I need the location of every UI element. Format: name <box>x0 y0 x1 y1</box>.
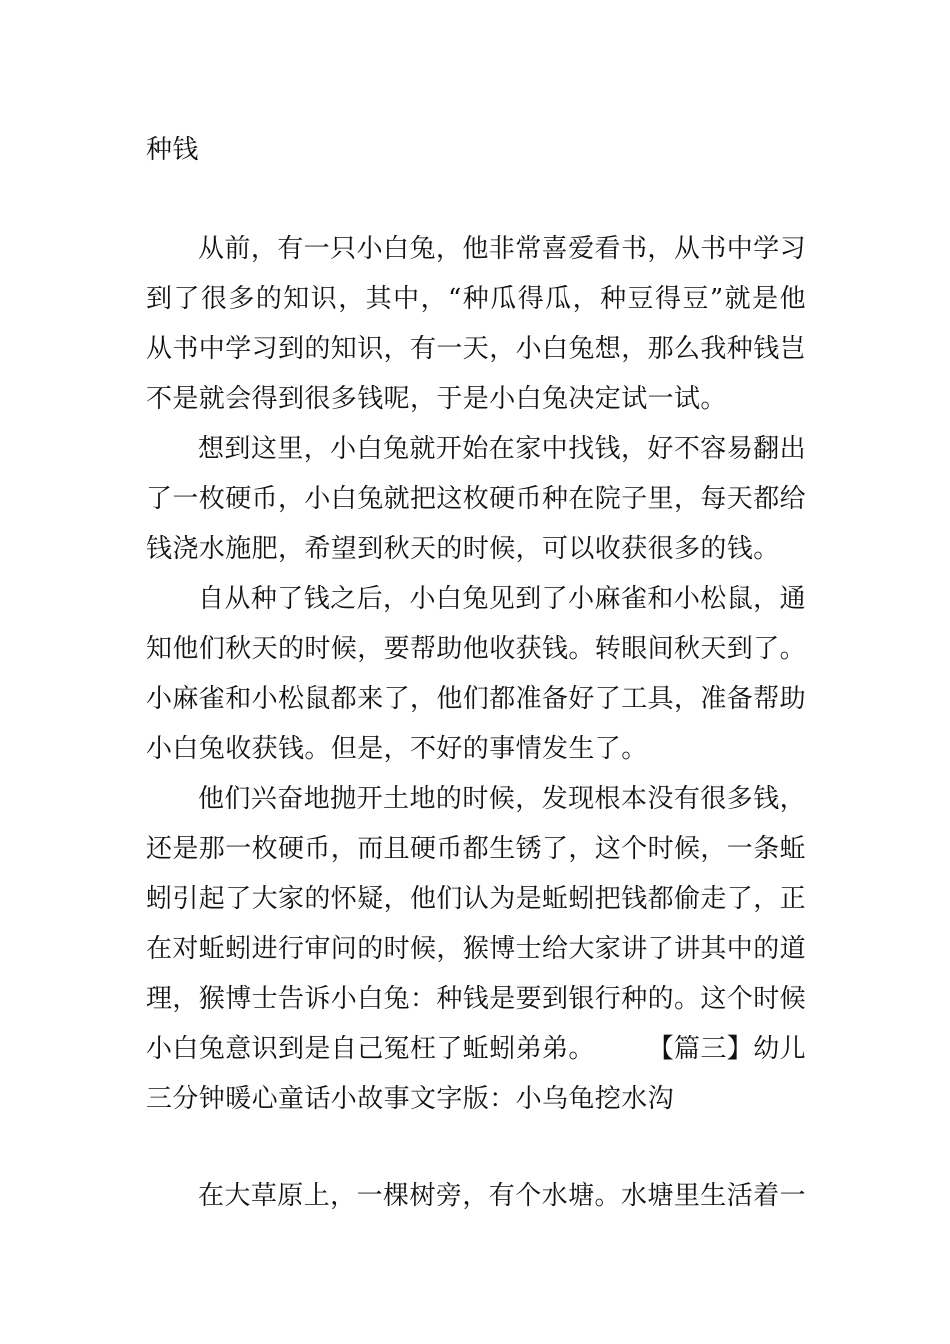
paragraph-3-line-4: 小白兔收获钱。但是，不好的事情发生了。 <box>146 734 648 764</box>
paragraph-1-line-2: 到了很多的知识，其中，“种瓜得瓜，种豆得豆”就是他 <box>146 284 806 314</box>
section-heading-part-2: 三分钟暖心童话小故事文字版：小乌龟挖水沟 <box>146 1084 675 1114</box>
next-paragraph-line-1: 在大草原上，一棵树旁，有个水塘。水塘里生活着一 <box>198 1181 806 1211</box>
story-title: 种钱 <box>146 135 199 165</box>
section-heading-part-1: 【篇三】幼儿 <box>647 1034 806 1064</box>
paragraph-4-line-4: 在对蚯蚓进行审问的时候，猴博士给大家讲了讲其中的道 <box>146 934 807 964</box>
paragraph-3-line-1: 自从种了钱之后，小白兔见到了小麻雀和小松鼠，通 <box>198 584 806 614</box>
paragraph-4-line-6: 小白兔意识到是自己冤枉了蚯蚓弟弟。 <box>146 1034 595 1064</box>
paragraph-2-line-1: 想到这里，小白兔就开始在家中找钱，好不容易翻出 <box>198 434 806 464</box>
paragraph-1-line-3: 从书中学习到的知识，有一天，小白兔想，那么我种钱岂 <box>146 334 807 364</box>
paragraph-2-line-2: 了一枚硬币，小白兔就把这枚硬币种在院子里，每天都给 <box>146 484 807 514</box>
paragraph-4-line-5: 理，猴博士告诉小白兔：种钱是要到银行种的。这个时候 <box>146 984 807 1014</box>
paragraph-3-line-2: 知他们秋天的时候，要帮助他收获钱。转眼间秋天到了。 <box>146 634 807 664</box>
paragraph-3-line-3: 小麻雀和小松鼠都来了，他们都准备好了工具，准备帮助 <box>146 684 807 714</box>
paragraph-4-line-3: 蚓引起了大家的怀疑，他们认为是蚯蚓把钱都偷走了，正 <box>146 884 807 914</box>
paragraph-1-line-1: 从前，有一只小白兔，他非常喜爱看书，从书中学习 <box>198 234 806 264</box>
paragraph-1-line-4: 不是就会得到很多钱呢，于是小白兔决定试一试。 <box>146 384 727 414</box>
paragraph-4-line-2: 还是那一枚硬币，而且硬币都生锈了，这个时候，一条蚯 <box>146 834 807 864</box>
paragraph-4-last-line <box>146 1033 806 1065</box>
paragraph-2-line-3: 钱浇水施肥，希望到秋天的时候，可以收获很多的钱。 <box>146 534 780 564</box>
paragraph-4-line-1: 他们兴奋地抛开土地的时候，发现根本没有很多钱， <box>198 784 806 814</box>
